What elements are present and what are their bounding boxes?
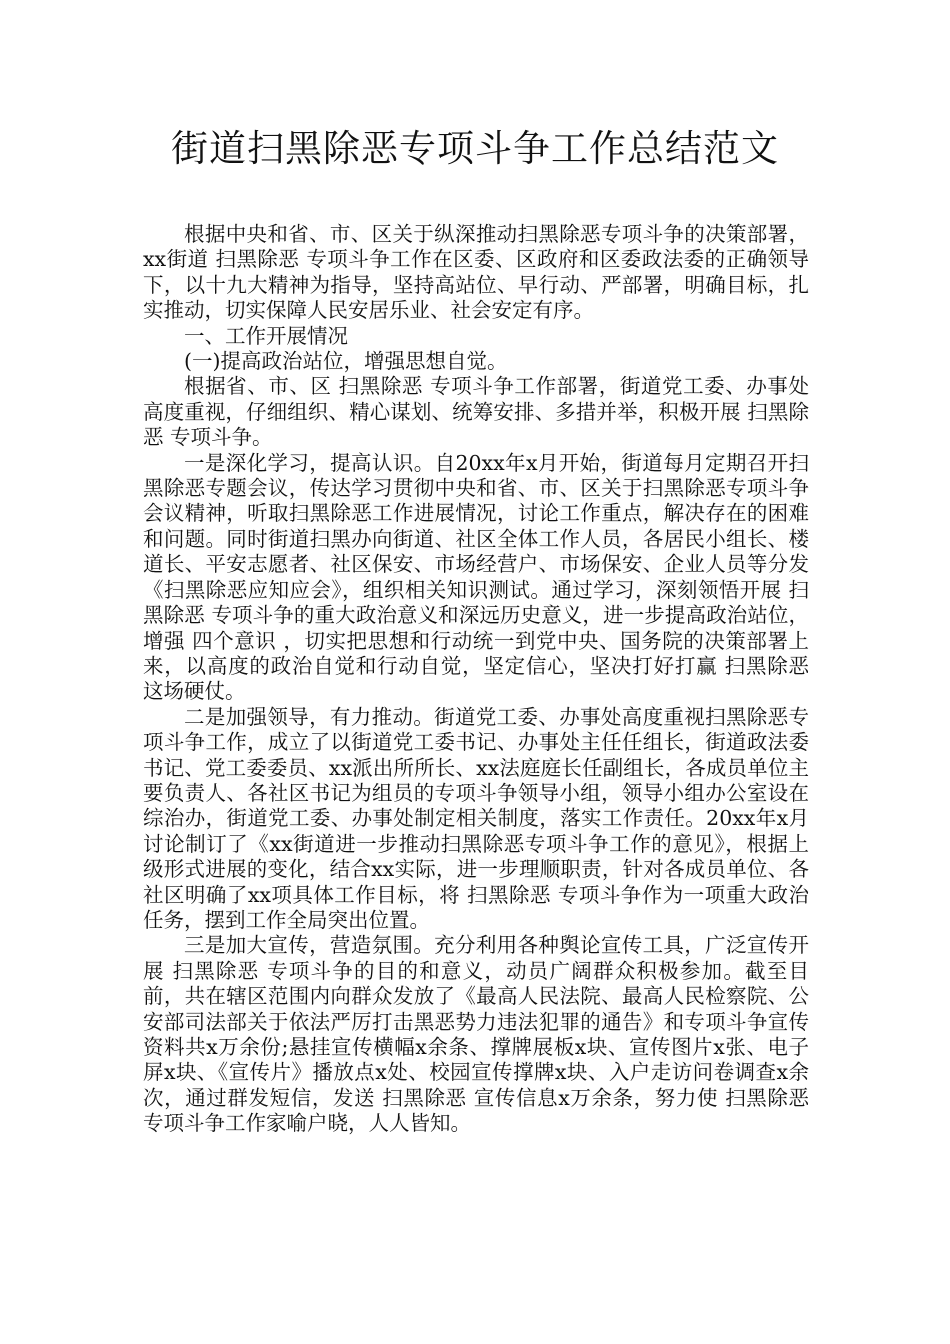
subsection-heading-1: (一)提高政治站位，增强思想自觉。 bbox=[184, 349, 508, 374]
paragraph-overview: 根据省、市、区 扫黑除恶 专项斗争工作部署，街道党工委、办事处高度重视，仔细组织、精心谋划、统筹安排、多措并举，积极开展 扫黑除恶 专项斗争。 bbox=[143, 374, 809, 450]
paragraph-publicity: 三是加大宣传，营造氛围。充分利用各种舆论宣传工具，广泛宣传开展 扫黑除恶 专项斗争的目的和意义，动员广阔群众积极参加。截至目前，共在辖区范围内向群众发放了《最高人民法院、最高人民检察院、公安部司法部关于依法严厉打击黑恶势力违法犯罪的通告》和专项斗争宣传资料共x万余份;悬挂宣传横幅x余条、撑牌展板x块、宣传图片x张、电子屏x块、《宣传片》播放点x处、校园宣传撑牌x块、入户走访问卷调查x余次，通过群发短信，发送 扫黑除恶 宣传信息x万余条，努力使 扫黑除恶 专项斗争工作家喻户晓，人人皆知。 bbox=[143, 933, 809, 1136]
section-heading-1: 一、工作开展情况 bbox=[184, 323, 348, 348]
paragraph-leadership: 二是加强领导，有力推动。街道党工委、办事处高度重视扫黑除恶专项斗争工作，成立了以街道党工委书记、办事处主任任组长，街道政法委书记、党工委委员、xx派出所所长、xx法庭庭长任副组长，各成员单位主要负责人、各社区书记为组员的专项斗争领导小组，领导小组办公室设在综治办，街道党工委、办事处制定相关制度，落实工作责任。20xx年x月讨论制订了《xx街道进一步推动扫黑除恶专项斗争工作的意见》，根据上级形式进展的变化，结合xx实际，进一步理顺职责，针对各成员单位、各社区明确了xx项具体工作目标，将 扫黑除恶 专项斗争作为一项重大政治任务，摆到工作全局突出位置。 bbox=[143, 704, 809, 932]
document-body bbox=[143, 222, 809, 1137]
paragraph-study: 一是深化学习，提高认识。自20xx年x月开始，街道每月定期召开扫黑除恶专题会议，传达学习贯彻中央和省、市、区关于扫黑除恶专项斗争会议精神，听取扫黑除恶工作进展情况，讨论工作重点，解决存在的困难和问题。同时街道扫黑办向街道、社区全体工作人员，各居民小组长、楼道长、平安志愿者、社区保安、市场经营户、市场保安、企业人员等分发《扫黑除恶应知应会》，组织相关知识测试。通过学习，深刻领悟开展 扫黑除恶 专项斗争的重大政治意义和深远历史意义，进一步提高政治站位，增强 四个意识 ，切实把思想和行动统一到党中央、国务院的决策部署上来，以高度的政治自觉和行动自觉，坚定信心，坚决打好打赢 扫黑除恶 这场硬仗。 bbox=[143, 450, 809, 704]
paragraph-intro: 根据中央和省、市、区关于纵深推动扫黑除恶专项斗争的决策部署，xx街道 扫黑除恶 专项斗争工作在区委、区政府和区委政法委的正确领导下，以十九大精神为指导，坚持高站位、早行动、严部署，明确目标，扎实推动，切实保障人民安居乐业、社会安定有序。 bbox=[143, 222, 809, 323]
document-title: 街道扫黑除恶专项斗争工作总结范文 bbox=[171, 127, 779, 170]
